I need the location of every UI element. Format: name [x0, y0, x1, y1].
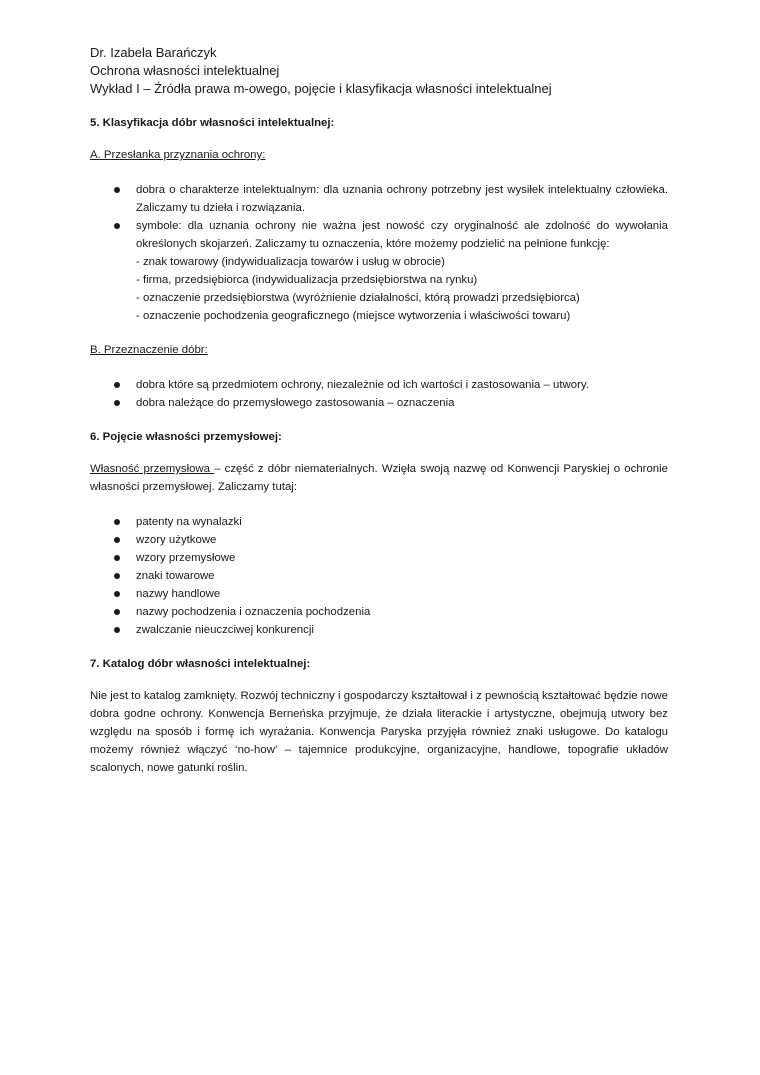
- section-6-title: 6. Pojęcie własności przemysłowej:: [90, 431, 282, 443]
- list-item: wzory przemysłowe: [90, 549, 668, 567]
- definition-text: – część z dóbr niematerialnych. Wzięła swoją nazwę od Konwencji Paryskiej o ochronie własności przemysłowej. Zaliczamy tutaj:: [90, 463, 668, 493]
- list-item: nazwy pochodzenia i oznaczenia pochodzenia: [90, 603, 668, 621]
- document-header: [90, 44, 552, 98]
- section-7-title: 7. Katalog dóbr własności intelektualnej:: [90, 658, 311, 670]
- sub-item: - firma, przedsiębiorca (indywidualizacja przedsiębiorstwa na rynku): [136, 274, 478, 286]
- sub-item: - oznaczenie przedsiębiorstwa (wyróżnienie działalności, którą prowadzi przedsiębiorca): [136, 292, 580, 304]
- subsection-a-title: A. Przesłanka przyznania ochrony:: [90, 149, 266, 161]
- list-item: znaki towarowe: [90, 567, 668, 585]
- term-industrial-property: Własność przemysłowa: [90, 463, 215, 475]
- list-item-text: symbole: dla uznania ochrony nie ważna jest nowość czy oryginalność ale zdolność do wywołania określonych skojarzeń. Zaliczamy tu oznaczenia, które możemy podzielić na pełnione funkcję:: [136, 220, 668, 250]
- list-item: nazwy handlowe: [90, 585, 668, 603]
- sub-item: - oznaczenie pochodzenia geograficznego (miejsce wytworzenia i właściwości towaru): [136, 310, 571, 322]
- lecture-line: Wykład I – Źródła prawa m-owego, pojęcie i klasyfikacja własności intelektualnej: [90, 81, 552, 96]
- sub-item: - znak towarowy (indywidualizacja towarów i usług w obrocie): [136, 256, 445, 268]
- list-item-text: dobra o charakterze intelektualnym: dla uznania ochrony potrzebny jest wysiłek intelektualny człowieka. Zaliczamy tu dzieła i rozwiązania.: [136, 184, 668, 214]
- subsection-a-list: [90, 181, 668, 325]
- document-body: [90, 114, 668, 794]
- course-line: Ochrona własności intelektualnej: [90, 63, 280, 78]
- list-item: [90, 217, 668, 325]
- list-item: wzory użytkowe: [90, 531, 668, 549]
- list-item: [90, 181, 668, 217]
- subsection-b-list: [90, 376, 668, 412]
- section-6-paragraph: [90, 460, 668, 496]
- industrial-property-list: [90, 513, 668, 639]
- list-item: zwalczanie nieuczciwej konkurencji: [90, 621, 668, 639]
- subsection-b-title: B. Przeznaczenie dóbr:: [90, 344, 208, 356]
- list-item: dobra należące do przemysłowego zastosowania – oznaczenia: [90, 394, 668, 412]
- section-7-paragraph: Nie jest to katalog zamknięty. Rozwój techniczny i gospodarczy kształtował i z pewnością kształtować będzie nowe dobra godne ochrony. Konwencja Berneńska przyjmuje, że działa literackie i artystyczne, obejmują utwory bez względu na sposób i formę ich wyrażania. Konwencja Paryska przyjęła również znaki usługowe. Do katalogu możemy również włączyć ‘no-how’ – tajemnice produkcyjne, organizacyjne, handlowe, topografie układów scalonych, nowe gatunki roślin.: [90, 690, 668, 774]
- author-line: Dr. Izabela Barańczyk: [90, 45, 217, 60]
- list-item: patenty na wynalazki: [90, 513, 668, 531]
- list-item: dobra które są przedmiotem ochrony, niezależnie od ich wartości i zastosowania – utwory.: [90, 376, 668, 394]
- section-5-title: 5. Klasyfikacja dóbr własności intelektualnej:: [90, 117, 335, 129]
